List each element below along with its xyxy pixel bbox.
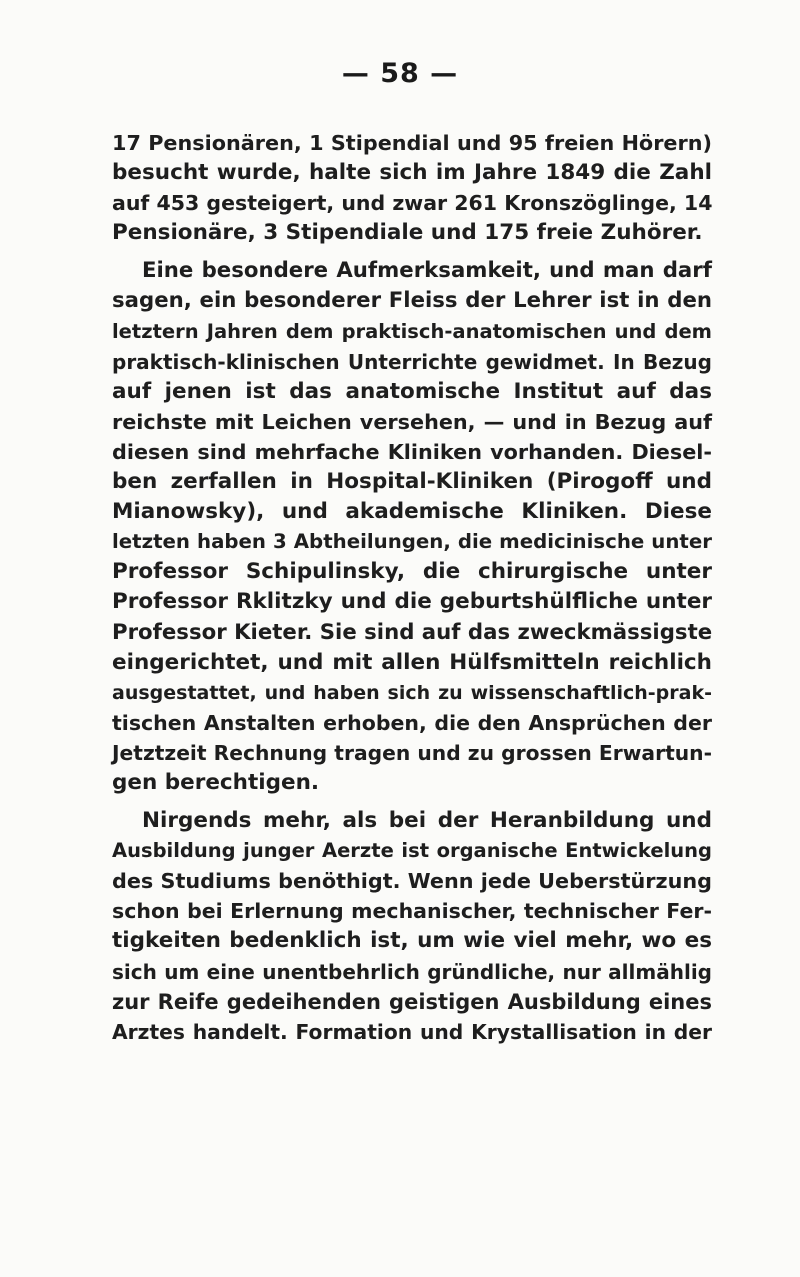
text-line: Pensionäre, 3 Stipendiale und 175 freie Zuhörer. <box>112 220 703 246</box>
text-line: tischen Anstalten erhoben, die den Ansprüchen der <box>112 710 712 735</box>
text-line: Ausbildung junger Aerzte ist organische Entwickelung <box>112 839 712 863</box>
text-line: auf 453 gesteigert, und zwar 261 Kronszöglinge, 14 <box>112 191 713 216</box>
text-line: letztern Jahren dem praktisch-anatomischen und dem <box>112 319 712 343</box>
text-line: auf jenen ist das anatomische Institut auf das <box>112 378 712 404</box>
body-text <box>112 128 712 1047</box>
text-line: Nirgends mehr, als bei der Heranbildung und <box>142 808 712 834</box>
text-line: zur Reife gedeihenden geistigen Ausbildung eines <box>112 989 712 1014</box>
paragraph-gap <box>112 248 712 256</box>
text-line: ausgestattet, und haben sich zu wissenschaftlich-prak- <box>112 681 712 704</box>
text-line: sich um eine unentbehrlich gründliche, nur allmählig <box>112 959 712 984</box>
paragraph-gap <box>112 798 712 806</box>
text-line: 17 Pensionären, 1 Stipendial und 95 freien Hörern) <box>112 131 712 155</box>
text-line: besucht wurde, halte sich im Jahre 1849 die Zahl <box>112 160 712 186</box>
text-line: Jetztzeit Rechnung tragen und zu grossen Erwartun- <box>112 740 712 765</box>
paragraph-3 <box>112 806 712 1047</box>
text-line: Professor Schipulinsky, die chirurgische unter <box>112 559 712 585</box>
text-line: Eine besondere Aufmerksamkeit, und man darf <box>142 258 712 284</box>
text-line: sagen, ein besonderer Fleiss der Lehrer ist in den <box>112 288 712 314</box>
text-line: ben zerfallen in Hospital-Kliniken (Pirogoff und <box>112 469 712 495</box>
text-line: Arztes handelt. Formation und Krystallisation in der <box>112 1019 712 1044</box>
paragraph-1 <box>112 128 712 248</box>
text-line: letzten haben 3 Abtheilungen, die medicinische unter <box>112 530 712 554</box>
text-line: reichste mit Leichen versehen, — und in Bezug auf <box>112 409 712 434</box>
text-line: Mianowsky), und akademische Kliniken. Diese <box>112 499 712 525</box>
text-line: eingerichtet, und mit allen Hülfsmitteln reichlich <box>112 649 712 675</box>
text-line: des Studiums benöthigt. Wenn jede Ueberstürzung <box>112 869 712 894</box>
text-line: praktisch-klinischen Unterrichte gewidmet. In Bezug <box>112 349 712 374</box>
text-line: gen berechtigen. <box>112 769 320 795</box>
text-line: diesen sind mehrfache Kliniken vorhanden. Diesel- <box>112 439 712 464</box>
text-line: tigkeiten bedenklich ist, um wie viel mehr, wo es <box>112 928 712 954</box>
page-number: — 58 — <box>341 58 459 89</box>
text-line: Professor Rklitzky und die geburtshülfliche unter <box>112 589 712 615</box>
paragraph-2 <box>112 256 712 798</box>
text-line: schon bei Erlernung mechanischer, technischer Fer- <box>112 899 712 924</box>
text-line: Professor Kieter. Sie sind auf das zweckmässigste <box>112 619 713 645</box>
